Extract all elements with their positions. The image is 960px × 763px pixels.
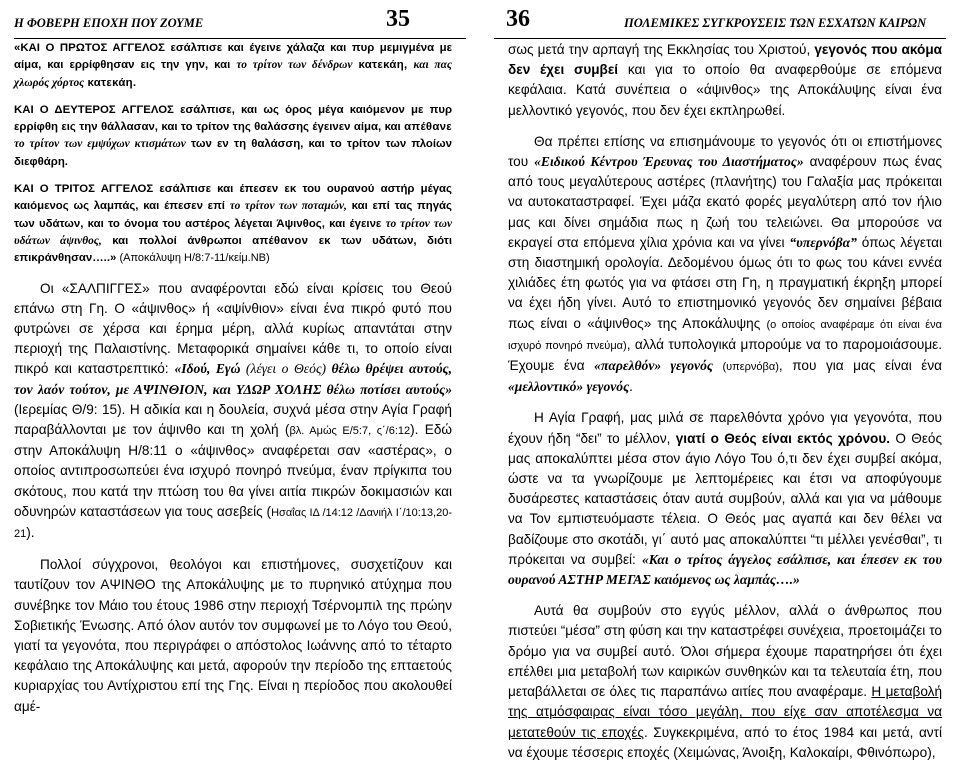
left-header-rule (14, 38, 466, 39)
right-header-title: ΠΟΛΕΜΙΚΕΣ ΣΥΓΚΡΟΥΣΕΙΣ ΤΩΝ ΕΣΧΑΤΩΝ ΚΑΙΡΩΝ (624, 16, 927, 30)
scripture-quote-1: «ΚΑΙ Ο ΠΡΩΤΟΣ ΑΓΓΕΛΟΣ εσάλπισε και έγεινε χάλαζα και πυρ μεμιγμένα με αίμα, και ερρίφθησαν εις την γην, και το τρίτον των δένδρων κατεκάη, και πας χλωρός χόρτος κατεκάη. (14, 42, 453, 89)
right-header (494, 8, 946, 38)
paragraph-climate: Αυτά θα συμβούν στο εγγύς μέλλον, αλλά ο άνθρωπος που πιστεύει “μέσα” στη φύση και την καταστρέφει συνέχεια, προετοιμάζει το δρόμο για να συμβεί αυτό. Όλοι σήμερα έχουμε παρατηρήσει ότι έχει επέλθει μια μεταβολή των καιρικών συνθηκών και τα τελευταία έτη, που μεταβάλλεται σε όλες τις παραπάνω αιτίες που αναφέραμε. Η μεταβολή της ατμόσφαιρας είναι τόσο μεγάλη, που είχε σαν αποτέλεσμα να μετατεθούν τις εποχές. Συγκεκριμένα, από το έτος 1984 και μετά, αντί να έχουμε τέσσερις εποχές (Χειμώνας, Άνοιξη, Καλοκαίρι, Φθινόπωρο), (508, 603, 943, 760)
paragraph-rapture: σως μετά την αρπαγή της Εκκλησίας του Χριστού, γεγονός που ακόμα δεν έχει συμβεί και για το οποίο θα αναφερθούμε σε επόμενα κεφάλαια. Κατά συνέπεια ο «άψινθος» της Αποκάλυψης είναι ένα μελλοντικό γεγονός, που δεν έχει εκπληρωθεί. (508, 42, 942, 118)
left-header-title: Η ΦΟΒΕΡΗ ΕΠΟΧΗ ΠΟΥ ΖΟΥΜΕ (14, 16, 204, 30)
scripture-quote-2: ΚΑΙ Ο ΔΕΥΤΕΡΟΣ ΑΓΓΕΛΟΣ εσάλπισε, και ως όρος μέγα καιόμενον με πυρ ερρίφθη εις την θάλλασαν, και το τρίτον της θαλάσσης έγεινεν αίμα, και απέθανε το τρίτον των εμψύχων κτισμάτων των εν τη θαλάσση, και το τρίτον των πλοίων διεφθάρη. (14, 103, 452, 168)
left-page-number: 35 (386, 6, 410, 32)
right-page-number: 36 (506, 6, 530, 32)
left-page (0, 0, 480, 714)
right-column (508, 40, 942, 763)
paragraph-chernobyl: Πολλοί σύγχρονοι, θεολόγοι και επιστήμονες, συσχετίζουν και ταυτίζουν τον ΑΨΙΝΘΟ της Αποκάλυψης με το πυρηνικό ατύχημα που συνέβηκε τον Μάιο του έτους 1986 στην περιοχή Τσέρνομπιλ της πρώην Σοβιετικής Ένωσης. Από όλον αυτόν τον συμφωνεί με το Λόγο του Θεού, γιατί τα γεγονότα, που περιγράφει ο απόστολος Ιωάννης από το τέταρτο κεφάλαιο της Αποκάλυψης και μετά, αφορούν την περίοδο της επταετούς κυριαρχίας του Αντίχριστου επί της Γης. Είναι η περίοδος που ακολουθεί αμέ- (14, 557, 452, 714)
paragraph-supernova: Θα πρέπει επίσης να επισημάνουμε το γεγονός ότι οι επιστήμονες του «Ειδικού Κέντρου Έρευνας του Διαστήματος» αναφέρουν πως ένας από τους μεγαλύτερους αστέρες (πλανήτης) του Γαλαξία μας πρόκειται να αυτοκαταστραφεί. Έχει μάζα εκατό φορές μεγαλύτερη από τον ήλιο μας και δίνει σημάδια πως η ζωή του τελειώνει. Θα μπορούσε να εκραγεί στα επόμενα χίλια χρόνια και να γίνει “υπερνόβα” όπως λέγεται στη διαστημική ορολογία. Δεδομένου όμως ότι το φως του κάνει εννέα χιλιάδες έτη φωτός για να φτάσει στη Γη, η πραγματική έκρηξη μπορεί να έχει ήδη γίνει. Αυτό το επιστημονικό γεγονός δεν σημαίνει βέβαια πως είναι ο «άψινθος» της Αποκάλυψης (ο οποίος αναφέραμε ότι είναι ένα ισχυρό πονηρό πνεύμα), αλλά τυπολογικά μπορούμε να το παρομοιάσουμε. Έχουμε ένα «παρελθόν» γεγονός (υπερνόβα), που για μας είναι ένα «μελλοντικό» γεγονός. (508, 133, 942, 395)
right-header-rule (494, 38, 946, 39)
paragraph-god-outside-time: Η Αγία Γραφή, μας μιλά σε παρελθόντα χρόνο για γεγονότα, που έχουν ήδη “δει” το μέλλον, γιατί ο Θεός είναι εκτός χρόνου. Ο Θεός μας αποκαλύπτει μέσα στον άγιο Λόγο Του ό,τι δεν έχει συμβεί ακόμα, ώστε να τα γνωρίζουμε με λεπτομέρειες και έτσι να αποφύγουμε δυσάρεστες καταστάσεις όταν αυτά συμβούν, αλλά και για να μάθουμε να Τον εμπιστευόμαστε τέλεια. Ο Θεός μας αγαπά και δεν θέλει να βαδίζουμε στο σκοτάδι, γι΄ αυτό μας αποκαλύπτει “τι μέλλει γενέσθαι”, τι πρόκειται να συμβεί: «Και ο τρίτος άγγελος εσάλπισε, και έπεσεν εκ του ουρανού ΑΣΤΗΡ ΜΕΓΑΣ καιόμενος ως λαμπάς….» (508, 410, 943, 588)
scripture-quote-3: ΚΑΙ Ο ΤΡΙΤΟΣ ΑΓΓΕΛΟΣ εσάλπισε και έπεσεν εκ του ουρανού αστήρ μέγας καιόμενος ως λαμπάς, και έπεσεν επί το τρίτον των ποταμών, και επί τας πηγάς των υδάτων, και το όνομα του αστέρος λέγεται Άψινθος, και έγεινε το τρίτον των υδάτων άψινθος, και πολλοί άνθρωποι απέθανον εκ των υδάτων, διότι επικράνθησαν…..» (Αποκάλυψη Η/8:7-11/κείμ.ΝΒ) (14, 183, 453, 265)
paragraph-wormwood: Οι «ΣΑΛΠΙΓΓΕΣ» που αναφέρονται εδώ είναι κρίσεις του Θεού επάνω στη Γη. Ο «άψινθος» ή «αψίνθιον» είναι ένα πικρό φυτό που φυτρώνει σε χέρσα και έρημα μέρη, αλλά κυρίως απαντάται στην περιοχή της Παλαιστίνης. Μεταφορικά σημαίνει κάθε τι, το οποίο είναι πικρό και καταστρεπτικό: «Ιδού, Εγώ (λέγει ο Θεός) θέλω θρέψει αυτούς, τον λαόν τούτον, με ΑΨΙΝΘΙΟΝ, και ΥΔΩΡ ΧΟΛΗΣ θέλω ποτίσει αυτούς» (Ιερεμίας Θ/9: 15). Η αδικία και η δουλεία, συχνά μέσα στην Αγία Γραφή παραβάλλονται με τον άψινθο και τη χολή (βλ. Αμώς Ε/5:7, ς΄/6:12). Εδώ στην Αποκάλυψη Η/8:11 ο «άψινθος» αναφέρεται σαν «αστέρας», ο οποίος αντιπροσωπεύει ένα ισχυρό πονηρό πνεύμα, έναν πρίγκιπα του σκότους, που κατά την πτώση του θα γίνει αιτία πικρών δοκιμασιών και οδυνηρών καταστάσεων για τους ασεβείς (Ησαΐας ΙΔ /14:12 /Δανιήλ Ι΄/10:13,20-21). (14, 280, 452, 540)
right-page (480, 0, 960, 760)
left-header (14, 8, 466, 38)
left-column (14, 40, 452, 717)
